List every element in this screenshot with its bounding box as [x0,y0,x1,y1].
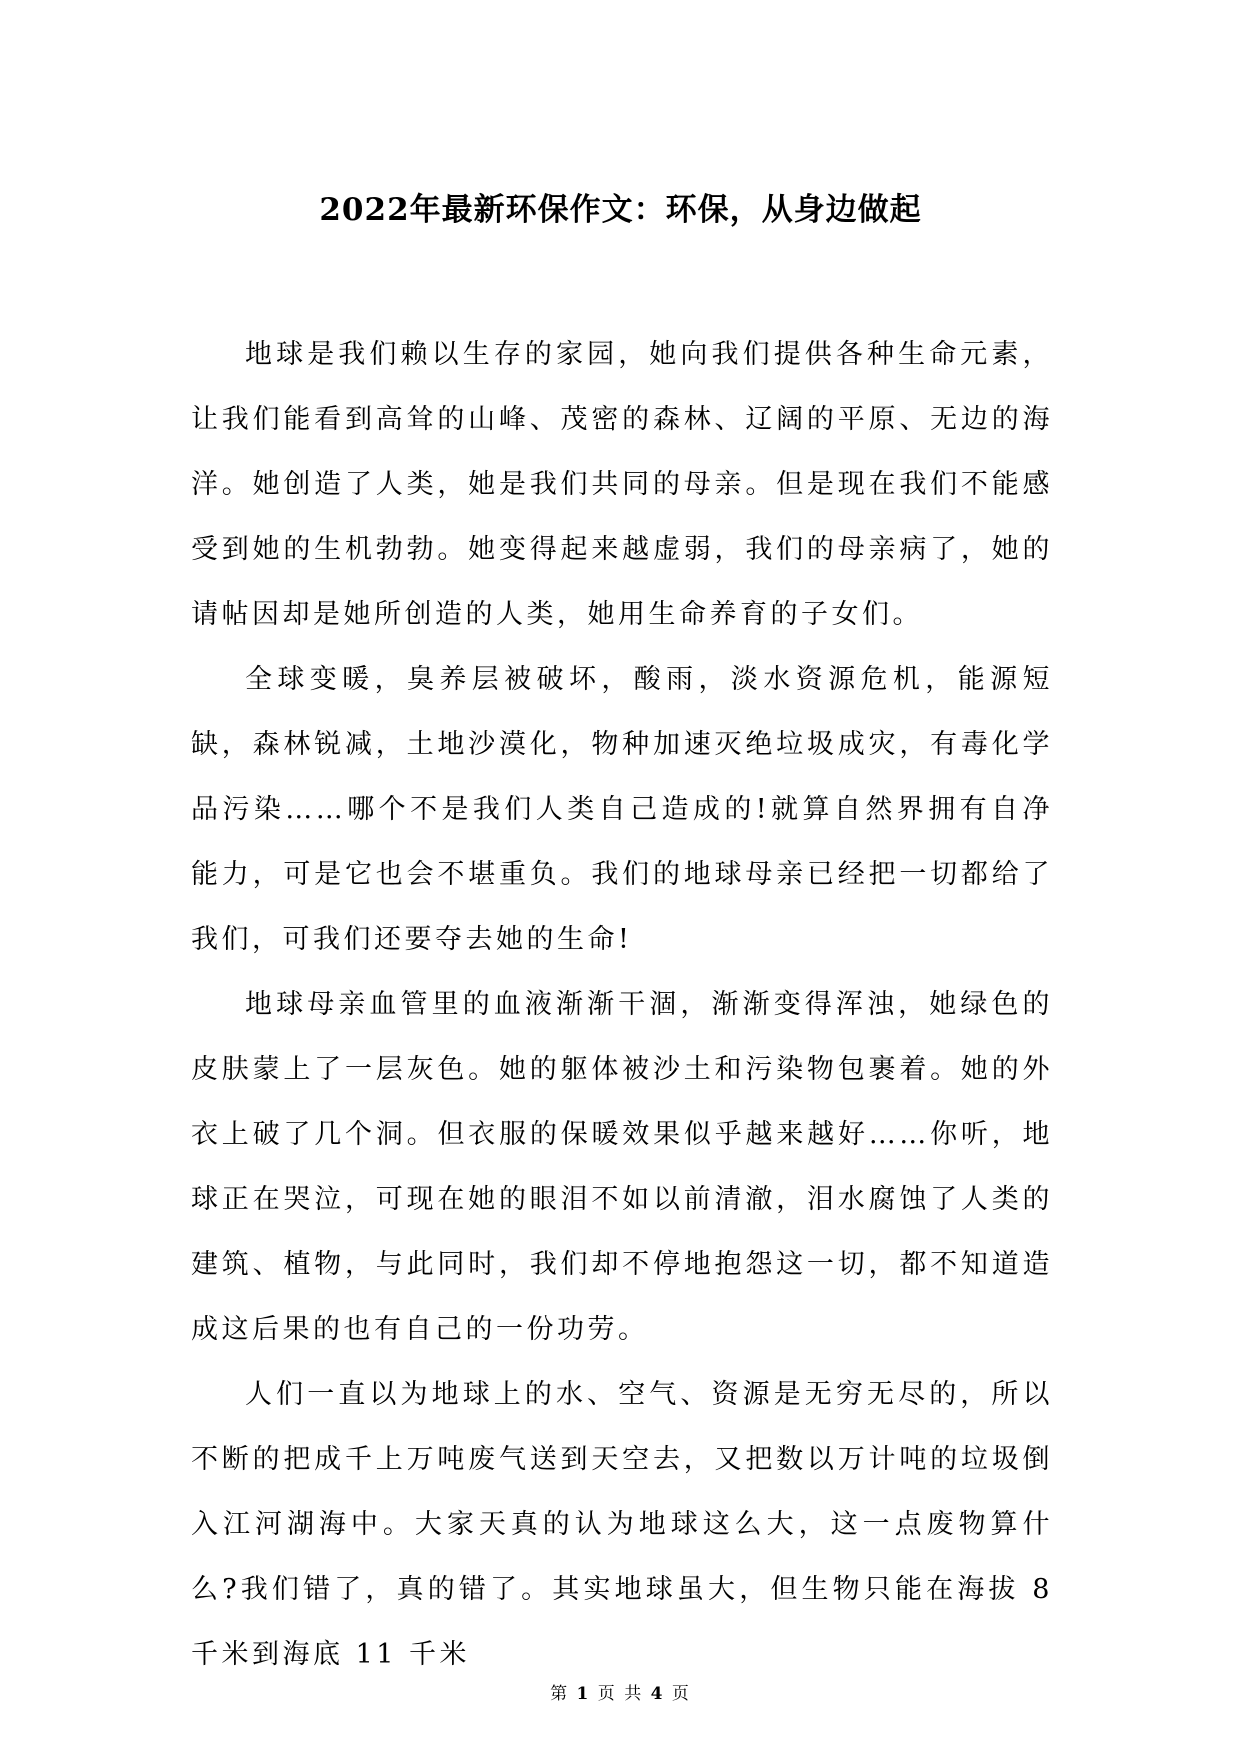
page-footer [0,1682,1241,1706]
document-title: 2022年最新环保作文：环保，从身边做起 [319,192,922,228]
footer-middle: 页 共 [597,1684,644,1704]
paragraph: 全球变暖，臭养层被破坏，酸雨，淡水资源危机，能源短缺，森林锐减，土地沙漠化，物种加速灭绝垃圾成灾，有毒化学品污染……哪个不是我们人类自己造成的!就算自然界拥有自净能力，可是它也会不堪重负。我们的地球母亲已经把一切都给了我们，可我们还要夺去她的生命! [191,664,1053,955]
footer-prefix: 第 [550,1684,570,1704]
current-page-number: 1 [576,1684,591,1704]
paragraph: 地球是我们赖以生存的家园，她向我们提供各种生命元素，让我们能看到高耸的山峰、茂密的森林、辽阔的平原、无边的海洋。她创造了人类，她是我们共同的母亲。但是现在我们不能感受到她的生机勃勃。她变得起来越虚弱，我们的母亲病了，她的请帖因却是她所创造的人类，她用生命养育的子女们。 [191,339,1053,630]
paragraph: 地球母亲血管里的血液渐渐干涸，渐渐变得浑浊，她绿色的皮肤蒙上了一层灰色。她的躯体被沙土和污染物包裹着。她的外衣上破了几个洞。但衣服的保暖效果似乎越来越好……你听，地球正在哭泣，可现在她的眼泪不如以前清澈，泪水腐蚀了人类的建筑、植物，与此同时，我们却不停地抱怨这一切，都不知道造成这后果的也有自己的一份功劳。 [191,989,1053,1345]
footer-suffix: 页 [671,1684,691,1704]
paragraph: 人们一直以为地球上的水、空气、资源是无穷无尽的，所以不断的把成千上万吨废气送到天空去，又把数以万计吨的垃圾倒入江河湖海中。大家天真的认为地球这么大，这一点废物算什么?我们错了，真的错了。其实地球虽大，但生物只能在海拔 8 千米到海底 11 千米 [191,1379,1053,1670]
document-body [191,322,1053,1687]
total-pages-number: 4 [650,1684,665,1704]
